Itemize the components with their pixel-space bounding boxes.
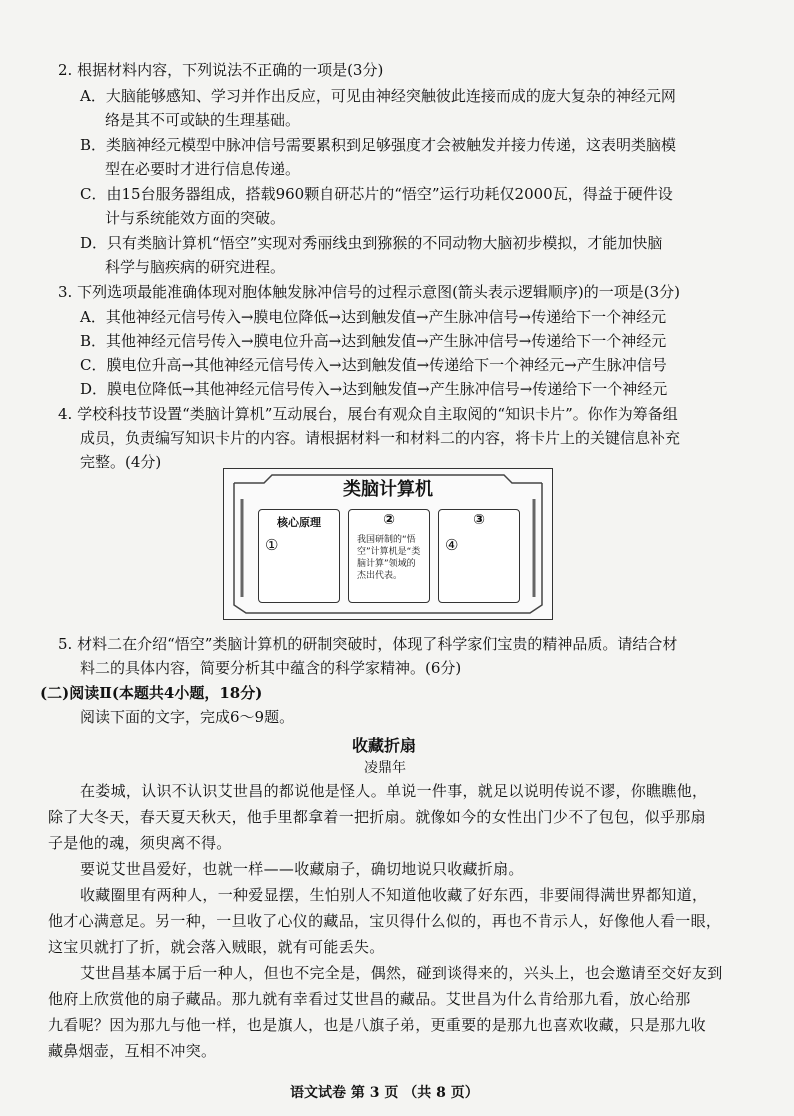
q3-option-b: B．其他神经元信号传入→膜电位升高→达到触发值→产生脉冲信号→传递给下一个神经元 [80, 332, 667, 350]
q3-option-c: C．膜电位升高→其他神经元信号传入→达到触发值→传递给下一个神经元→产生脉冲信号 [80, 356, 667, 374]
q2-option-c-line2: 计与系统能效方面的突破。 [105, 209, 286, 227]
card-box-third [438, 509, 520, 603]
blank-marker-2: ② [383, 512, 395, 528]
q2-option-d-line1: D．只有类脑计算机“悟空”实现对秀丽线虫到猕猴的不同动物大脑初步模拟，才能加快脑 [80, 234, 663, 252]
card-box-text: 我国研制的“悟空”计算机是“类脑计算”领域的杰出代表。 [357, 535, 421, 581]
question-5-line1: 5. 材料二在介绍“悟空”类脑计算机的研制突破时，体现了科学家们宝贵的精神品质。请结合材 [58, 635, 678, 653]
article-p3-line1: 收藏圈里有两种人，一种爱显摆，生怕别人不知道他收藏了好东西，非要闹得满世界都知道， [80, 886, 708, 904]
question-2-stem: 2. 根据材料内容，下列说法不正确的一项是(3分) [58, 61, 384, 79]
question-3-stem: 3. 下列选项最能准确体现对胞体触发脉冲信号的过程示意图(箭头表示逻辑顺序)的一项是(3分) [58, 283, 681, 301]
q2-option-d-line2: 科学与脑疾病的研究进程。 [105, 258, 286, 276]
article-p4-line3: 九看呢？因为那九与他一样，也是旗人，也是八旗子弟，更重要的是那九也喜欢收藏，只是那九收 [48, 1016, 706, 1034]
knowledge-card [223, 468, 553, 620]
question-4-line1: 4. 学校科技节设置“类脑计算机”互动展台，展台有观众自主取阅的“知识卡片”。你作为筹备组 [58, 405, 678, 423]
card-box-wukong [348, 509, 430, 603]
card-box-core-principle [258, 509, 340, 603]
section-instruction: 阅读下面的文字，完成6～9题。 [80, 708, 295, 726]
question-4-line2: 成员，负责编写知识卡片的内容。请根据材料一和材料二的内容，将卡片上的关键信息补充 [80, 429, 681, 447]
q2-option-c-line1: C．由15台服务器组成，搭载960颗自研芯片的“悟空”运行功耗仅2000瓦，得益于硬件设 [80, 185, 673, 203]
blank-marker-4: ④ [445, 536, 459, 554]
card-box-heading: 核心原理 [277, 516, 321, 529]
question-4-line3: 完整。(4分) [80, 453, 162, 471]
q2-option-b-line1: B．类脑神经元模型中脉冲信号需要累积到足够强度才会被触发并接力传递，这表明类脑模 [80, 136, 677, 154]
article-p3-line2: 他才心满意足。另一种，一旦收了心仪的藏品，宝贝得什么似的，再也不肯示人，好像他人看一眼， [48, 912, 722, 930]
article-p1-line2: 除了大冬天，春天夏天秋天，他手里都拿着一把折扇。就像如今的女性出门少不了包包，似乎那扇 [48, 808, 706, 826]
article-p2-line1: 要说艾世昌爱好，也就一样——收藏扇子，确切地说只收藏折扇。 [80, 860, 524, 878]
article-p4-line4: 藏鼻烟壶，互相不冲突。 [48, 1042, 217, 1060]
card-title: 类脑计算机 [343, 479, 433, 500]
page-footer: 语文试卷 第 3 页 （共 8 页） [290, 1085, 479, 1101]
section-heading: (二)阅读Ⅱ(本题共4小题，18分) [40, 684, 263, 702]
q2-option-a-line1: A．大脑能够感知、学习并作出反应，可见由神经突触彼此连接而成的庞大复杂的神经元网 [80, 87, 676, 105]
question-5-line2: 料二的具体内容，简要分析其中蕴含的科学家精神。(6分) [80, 659, 462, 677]
blank-marker-1: ① [265, 536, 279, 554]
article-p3-line3: 这宝贝就打了折，就会落入贼眼，就有可能丢失。 [48, 938, 385, 956]
q2-option-a-line2: 络是其不可或缺的生理基础。 [105, 111, 301, 129]
article-p4-line1: 艾世昌基本属于后一种人，但也不完全是，偶然，碰到谈得来的，兴头上，也会邀请至交好友到 [80, 964, 723, 982]
q3-option-a: A．其他神经元信号传入→膜电位降低→达到触发值→产生脉冲信号→传递给下一个神经元 [80, 308, 667, 326]
article-author: 凌鼎年 [364, 760, 406, 776]
q3-option-d: D．膜电位降低→其他神经元信号传入→达到触发值→产生脉冲信号→传递给下一个神经元 [80, 380, 668, 398]
article-p1-line1: 在娄城，认识不认识艾世昌的都说他是怪人。单说一件事，就足以说明传说不谬，你瞧瞧他， [80, 782, 708, 800]
q2-option-b-line2: 型在必要时才进行信息传递。 [105, 160, 301, 178]
article-p4-line2: 他府上欣赏他的扇子藏品。那九就有幸看过艾世昌的藏品。艾世昌为什么肯给那九看，放心给那 [48, 990, 691, 1008]
article-title: 收藏折扇 [352, 736, 417, 755]
blank-marker-3: ③ [473, 512, 485, 528]
article-p1-line3: 子是他的魂，须臾离不得。 [48, 834, 232, 852]
